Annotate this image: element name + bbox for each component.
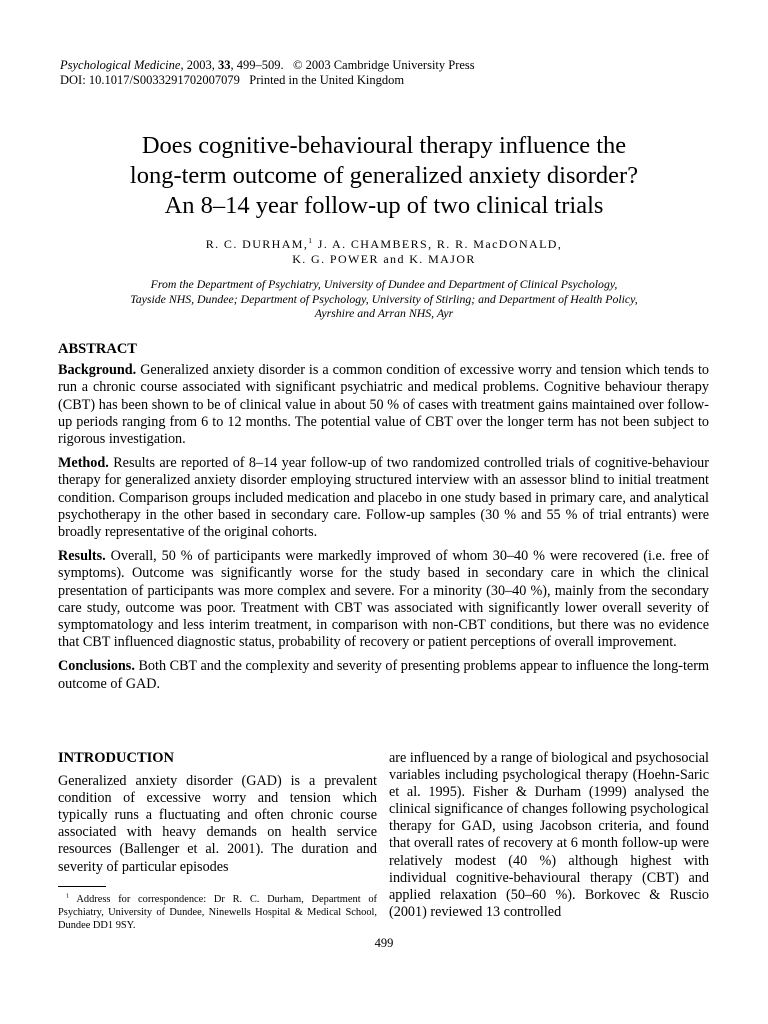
doi-line [60, 73, 475, 88]
printed-note: Printed in the United Kingdom [249, 73, 405, 87]
body-column-left [58, 750, 377, 876]
abstract-conclusions: Conclusions. Both CBT and the complexity and severity of presenting problems appear to influence the long-term outcome of GAD. [58, 658, 709, 692]
page-number: 499 [374, 936, 394, 950]
author-footnote-marker: 1 [308, 236, 314, 245]
copyright: © 2003 Cambridge University Press [292, 58, 475, 72]
introduction-paragraph-right: are influenced by a range of biological and psychosocial variables including psychological therapy (Hoehn-Saric et al. 1995). Fisher & Durham (1999) analysed the clinical significance of changes following psychological therapy for GAD, using Jacobson criteria, and found that overall rates of recovery at 6 month follow-up were relatively modest (40 %) although highest with individual cognitive-behavioural therapy (CBT) and applied relaxation (50–60 %). Borkovec & Ruscio (2001) reviewed 13 controlled [389, 750, 709, 920]
abstract-heading: ABSTRACT [58, 341, 137, 357]
footnote-marker: 1 [66, 892, 70, 900]
running-header [60, 58, 475, 88]
introduction-heading: INTRODUCTION [58, 750, 175, 766]
doi: DOI: 10.1017/S0033291702007079 [60, 73, 240, 87]
volume: 33 [217, 58, 231, 72]
introduction-paragraph-left: Generalized anxiety disorder (GAD) is a prevalent condition of excessive worry and tension which typically runs a fluctuating and often chronic course associated with heavy demands on health service resources (Ballenger et al. 2001). The duration and severity of particular episodes [58, 773, 377, 875]
footnote-rule [58, 886, 106, 887]
abstract-background: Background. Generalized anxiety disorder is a common condition of excessive worry and tension which tends to run a chronic course associated with significant psychiatric and medical problems. Cognitive behaviour therapy (CBT) has been shown to be of clinical value in about 50 % of cases with treatment gains maintained over follow-up periods ranging from 6 to 12 months. The potential value of CBT over the longer term has not been subject to rigorous investigation. [58, 362, 709, 448]
journal-name: Psychological Medicine [60, 58, 181, 72]
abstract-results: Results. Overall, 50 % of participants were markedly improved of whom 30–40 % were recovered (i.e. free of symptoms). Outcome was significantly worse for the study based in secondary care in which the clinical presentation of participants was more complex and severe. For a minority (30–40 %), mainly from the secondary care study, outcome was poor. Treatment with CBT was associated with significantly lower overall severity of symptomatology and less interim treatment, in comparison with non-CBT conditions, but there was no evidence that CBT influenced diagnostic status, probability of recovery or patient perceptions of overall improvement. [58, 548, 709, 651]
abstract-method: Method. Results are reported of 8–14 year follow-up of two randomized controlled trials of cognitive-behaviour therapy for generalized anxiety disorder employing structured interview with an assessor blind to initial treatment condition. Comparison groups included medication and placebo in one study based in primary care, and analytical psychotherapy in the other based in secondary care. Follow-up samples (30 % and 55 % of trial entrants) were broadly representative of the original cohorts. [58, 455, 709, 541]
abstract [58, 341, 709, 700]
affiliations: From the Department of Psychiatry, University of Dundee and Department of Clinical Psychology, Tayside NHS, Dundee; Department of Psychology, University of Stirling; and Department of Health Policy, Ayrshire and Arran NHS, Ayr [130, 277, 638, 320]
paper-title: Does cognitive-behavioural therapy influence the long-term outcome of generalized anxiety disorder? An 8–14 year follow-up of two clinical trials [129, 132, 639, 219]
footnote: $^1$ Address for correspondence: Dr R. C. Durham, Department of Psychiatry, University of Dundee, Ninewells Hospital & Medical School, Dundee DD1 9SY. [58, 892, 377, 931]
author-list: R. C. DURHAM,$^1$ J. A. CHAMBERS, R. R. MacDONALD, K. G. POWER and K. MAJOR [205, 236, 563, 266]
body-column-right [389, 750, 709, 921]
citation-line: Psychological Medicine, 2003, 33, 499–509. © 2003 Cambridge University Press [60, 58, 475, 72]
